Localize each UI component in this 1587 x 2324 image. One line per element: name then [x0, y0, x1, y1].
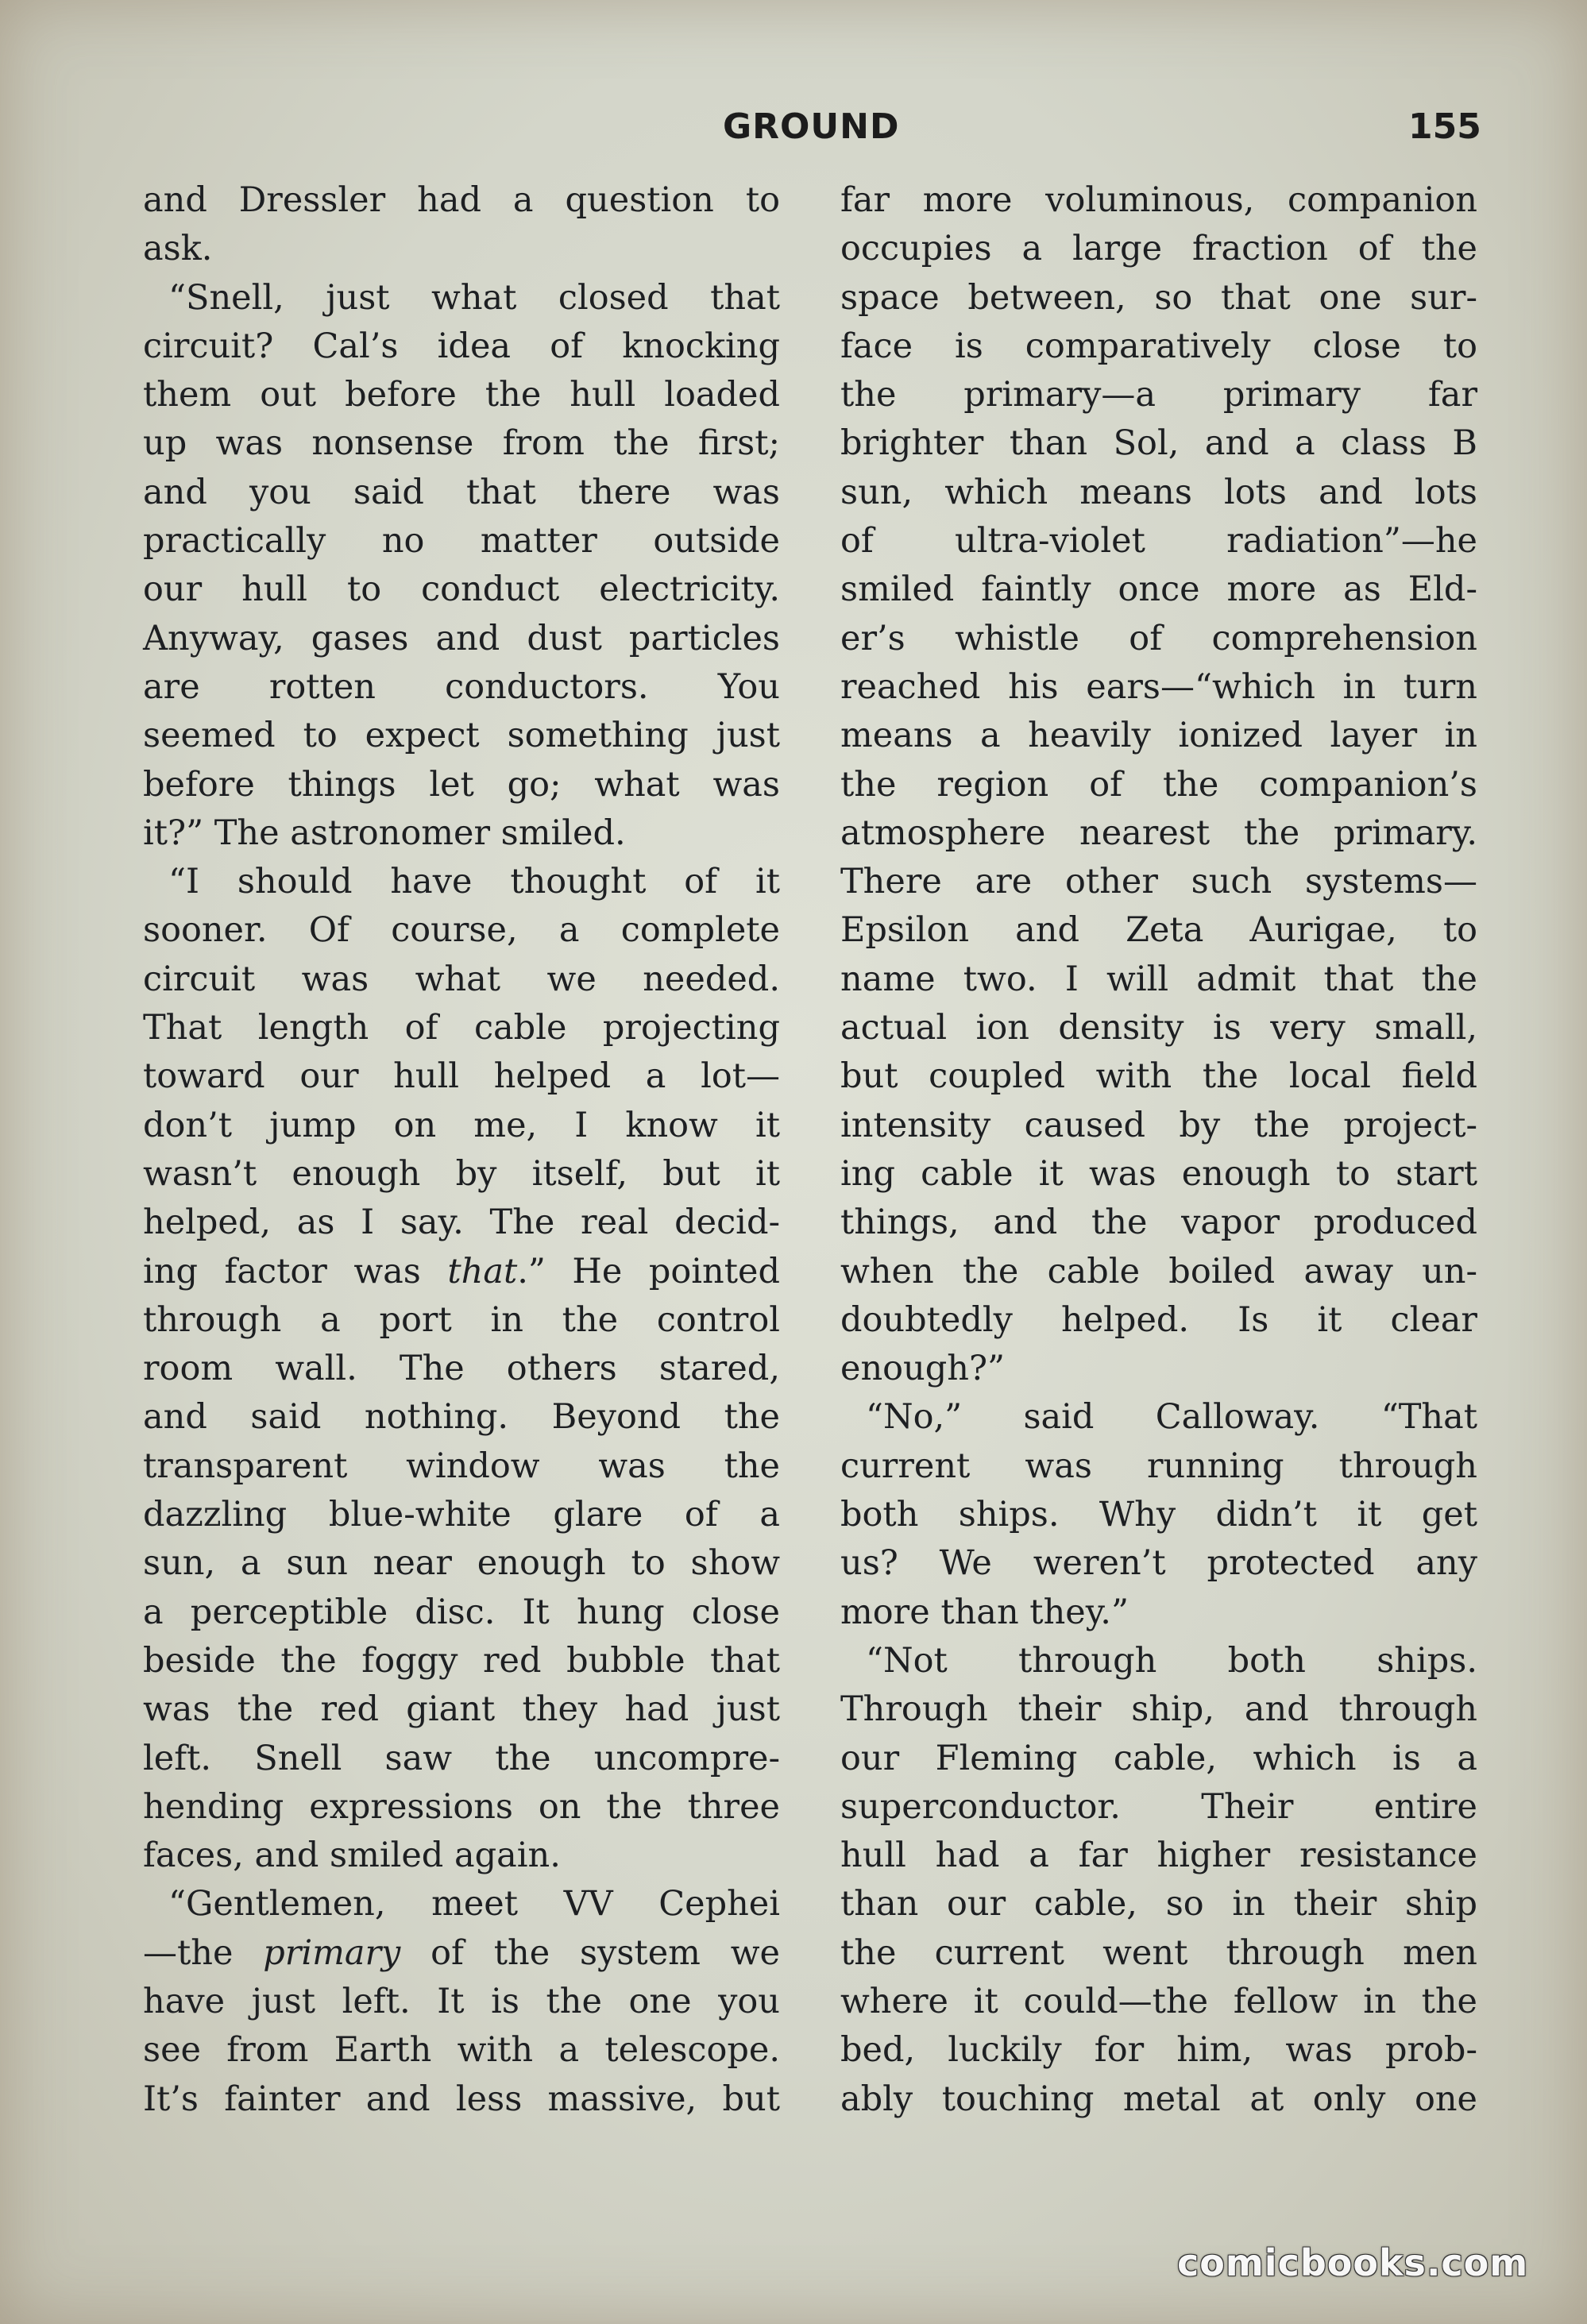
text-line: ing factor was that.” He pointed [143, 1251, 780, 1291]
text-line: —the primary of the system we [143, 1932, 780, 1973]
text-line: reached his ears—“which in turn [840, 666, 1477, 707]
text-line: up was nonsense from the first; [143, 423, 780, 464]
text-line: That length of cable projecting [143, 1008, 780, 1048]
text-line: ask. [143, 229, 213, 269]
text-line: There are other such systems— [840, 862, 1477, 902]
text-line: our Fleming cable, which is a [840, 1738, 1477, 1778]
text-line: practically no matter outside [143, 521, 780, 562]
text-line: “I should have thought of it [168, 862, 780, 902]
text-line: name two. I will admit that the [840, 959, 1477, 999]
text-line: current was running through [840, 1446, 1477, 1486]
text-line: was the red giant they had just [143, 1689, 780, 1730]
text-line: see from Earth with a telescope. [143, 2030, 780, 2071]
running-head: GROUND [723, 106, 900, 147]
text-line: ably touching metal at only one [840, 2079, 1477, 2119]
text-line: “Snell, just what closed that [168, 277, 780, 318]
text-line: transparent window was the [143, 1446, 780, 1486]
text-line: beside the foggy red bubble that [143, 1640, 780, 1681]
text-line: and Dressler had a question to [143, 180, 780, 220]
text-line: when the cable boiled away un- [840, 1251, 1477, 1291]
text-line: sooner. Of course, a complete [143, 910, 780, 951]
text-line: have just left. It is the one you [143, 1981, 780, 2021]
text-line: brighter than Sol, and a class B [840, 423, 1477, 464]
text-line: toward our hull helped a lot— [143, 1056, 780, 1097]
text-line: through a port in the control [143, 1299, 780, 1340]
text-line: intensity caused by the project- [840, 1105, 1477, 1145]
text-line: where it could—the fellow in the [840, 1981, 1477, 2021]
text-line: before things let go; what was [143, 764, 780, 805]
text-line: far more voluminous, companion [840, 180, 1477, 220]
text-line: “Not through both ships. [866, 1640, 1477, 1681]
text-line: left. Snell saw the uncompre- [143, 1738, 780, 1778]
text-line: smiled faintly once more as Eld- [840, 569, 1477, 610]
text-line: us? We weren’t protected any [840, 1543, 1477, 1584]
text-line: dazzling blue-white glare of a [143, 1495, 780, 1535]
text-line: are rotten conductors. You [143, 666, 780, 707]
text-line: face is comparatively close to [840, 326, 1477, 366]
text-line: space between, so that one sur- [840, 277, 1477, 318]
text-line: ing cable it was enough to start [840, 1153, 1477, 1194]
text-line: superconductor. Their entire [840, 1786, 1477, 1827]
page-number: 155 [1408, 106, 1481, 147]
text-line: helped, as I say. The real decid- [143, 1203, 780, 1243]
text-line: both ships. Why didn’t it get [840, 1495, 1477, 1535]
text-line: enough?” [840, 1349, 1005, 1389]
text-line: but coupled with the local field [840, 1056, 1477, 1097]
text-line: er’s whistle of comprehension [840, 618, 1477, 658]
text-line: more than they.” [840, 1592, 1129, 1632]
text-line: them out before the hull loaded [143, 375, 780, 415]
text-line: the primary—a primary far [840, 375, 1477, 415]
text-line: wasn’t enough by itself, but it [143, 1153, 780, 1194]
text-line: faces, and smiled again. [143, 1836, 561, 1876]
text-line: hull had a far higher resistance [840, 1836, 1477, 1876]
text-line: and said nothing. Beyond the [143, 1397, 780, 1438]
text-line: Through their ship, and through [840, 1689, 1477, 1730]
text-line: don’t jump on me, I know it [143, 1105, 780, 1145]
text-line: room wall. The others stared, [143, 1349, 780, 1389]
text-line: means a heavily ionized layer in [840, 716, 1477, 756]
text-line: Epsilon and Zeta Aurigae, to [840, 910, 1477, 951]
text-line: of ultra-violet radiation”—he [840, 521, 1477, 562]
text-line: bed, luckily for him, was prob- [840, 2030, 1477, 2071]
text-line: “Gentlemen, meet VV Cephei [168, 1884, 780, 1924]
watermark: comicbooks.com [1177, 2241, 1529, 2284]
text-line: atmosphere nearest the primary. [840, 813, 1477, 853]
text-line: doubtedly helped. Is it clear [840, 1299, 1477, 1340]
right-text-column [840, 176, 1477, 2124]
text-line: things, and the vapor produced [840, 1203, 1477, 1243]
text-line: than our cable, so in their ship [840, 1884, 1477, 1924]
text-line: and you said that there was [143, 472, 780, 512]
text-line: It’s fainter and less massive, but [143, 2079, 780, 2119]
text-line: the region of the companion’s [840, 764, 1477, 805]
text-line: our hull to conduct electricity. [143, 569, 780, 610]
text-line: occupies a large fraction of the [840, 229, 1477, 269]
text-line: a perceptible disc. It hung close [143, 1592, 780, 1632]
text-line: sun, a sun near enough to show [143, 1543, 780, 1584]
text-line: it?” The astronomer smiled. [143, 813, 626, 853]
left-text-column [143, 176, 780, 2124]
text-line: actual ion density is very small, [840, 1008, 1477, 1048]
text-line: “No,” said Calloway. “That [866, 1397, 1477, 1438]
text-line: circuit? Cal’s idea of knocking [143, 326, 780, 366]
text-line: the current went through men [840, 1932, 1477, 1973]
text-line: seemed to expect something just [143, 716, 780, 756]
text-line: circuit was what we needed. [143, 959, 780, 999]
text-line: Anyway, gases and dust particles [143, 618, 780, 658]
text-line: sun, which means lots and lots [840, 472, 1477, 512]
text-line: hending expressions on the three [143, 1786, 780, 1827]
